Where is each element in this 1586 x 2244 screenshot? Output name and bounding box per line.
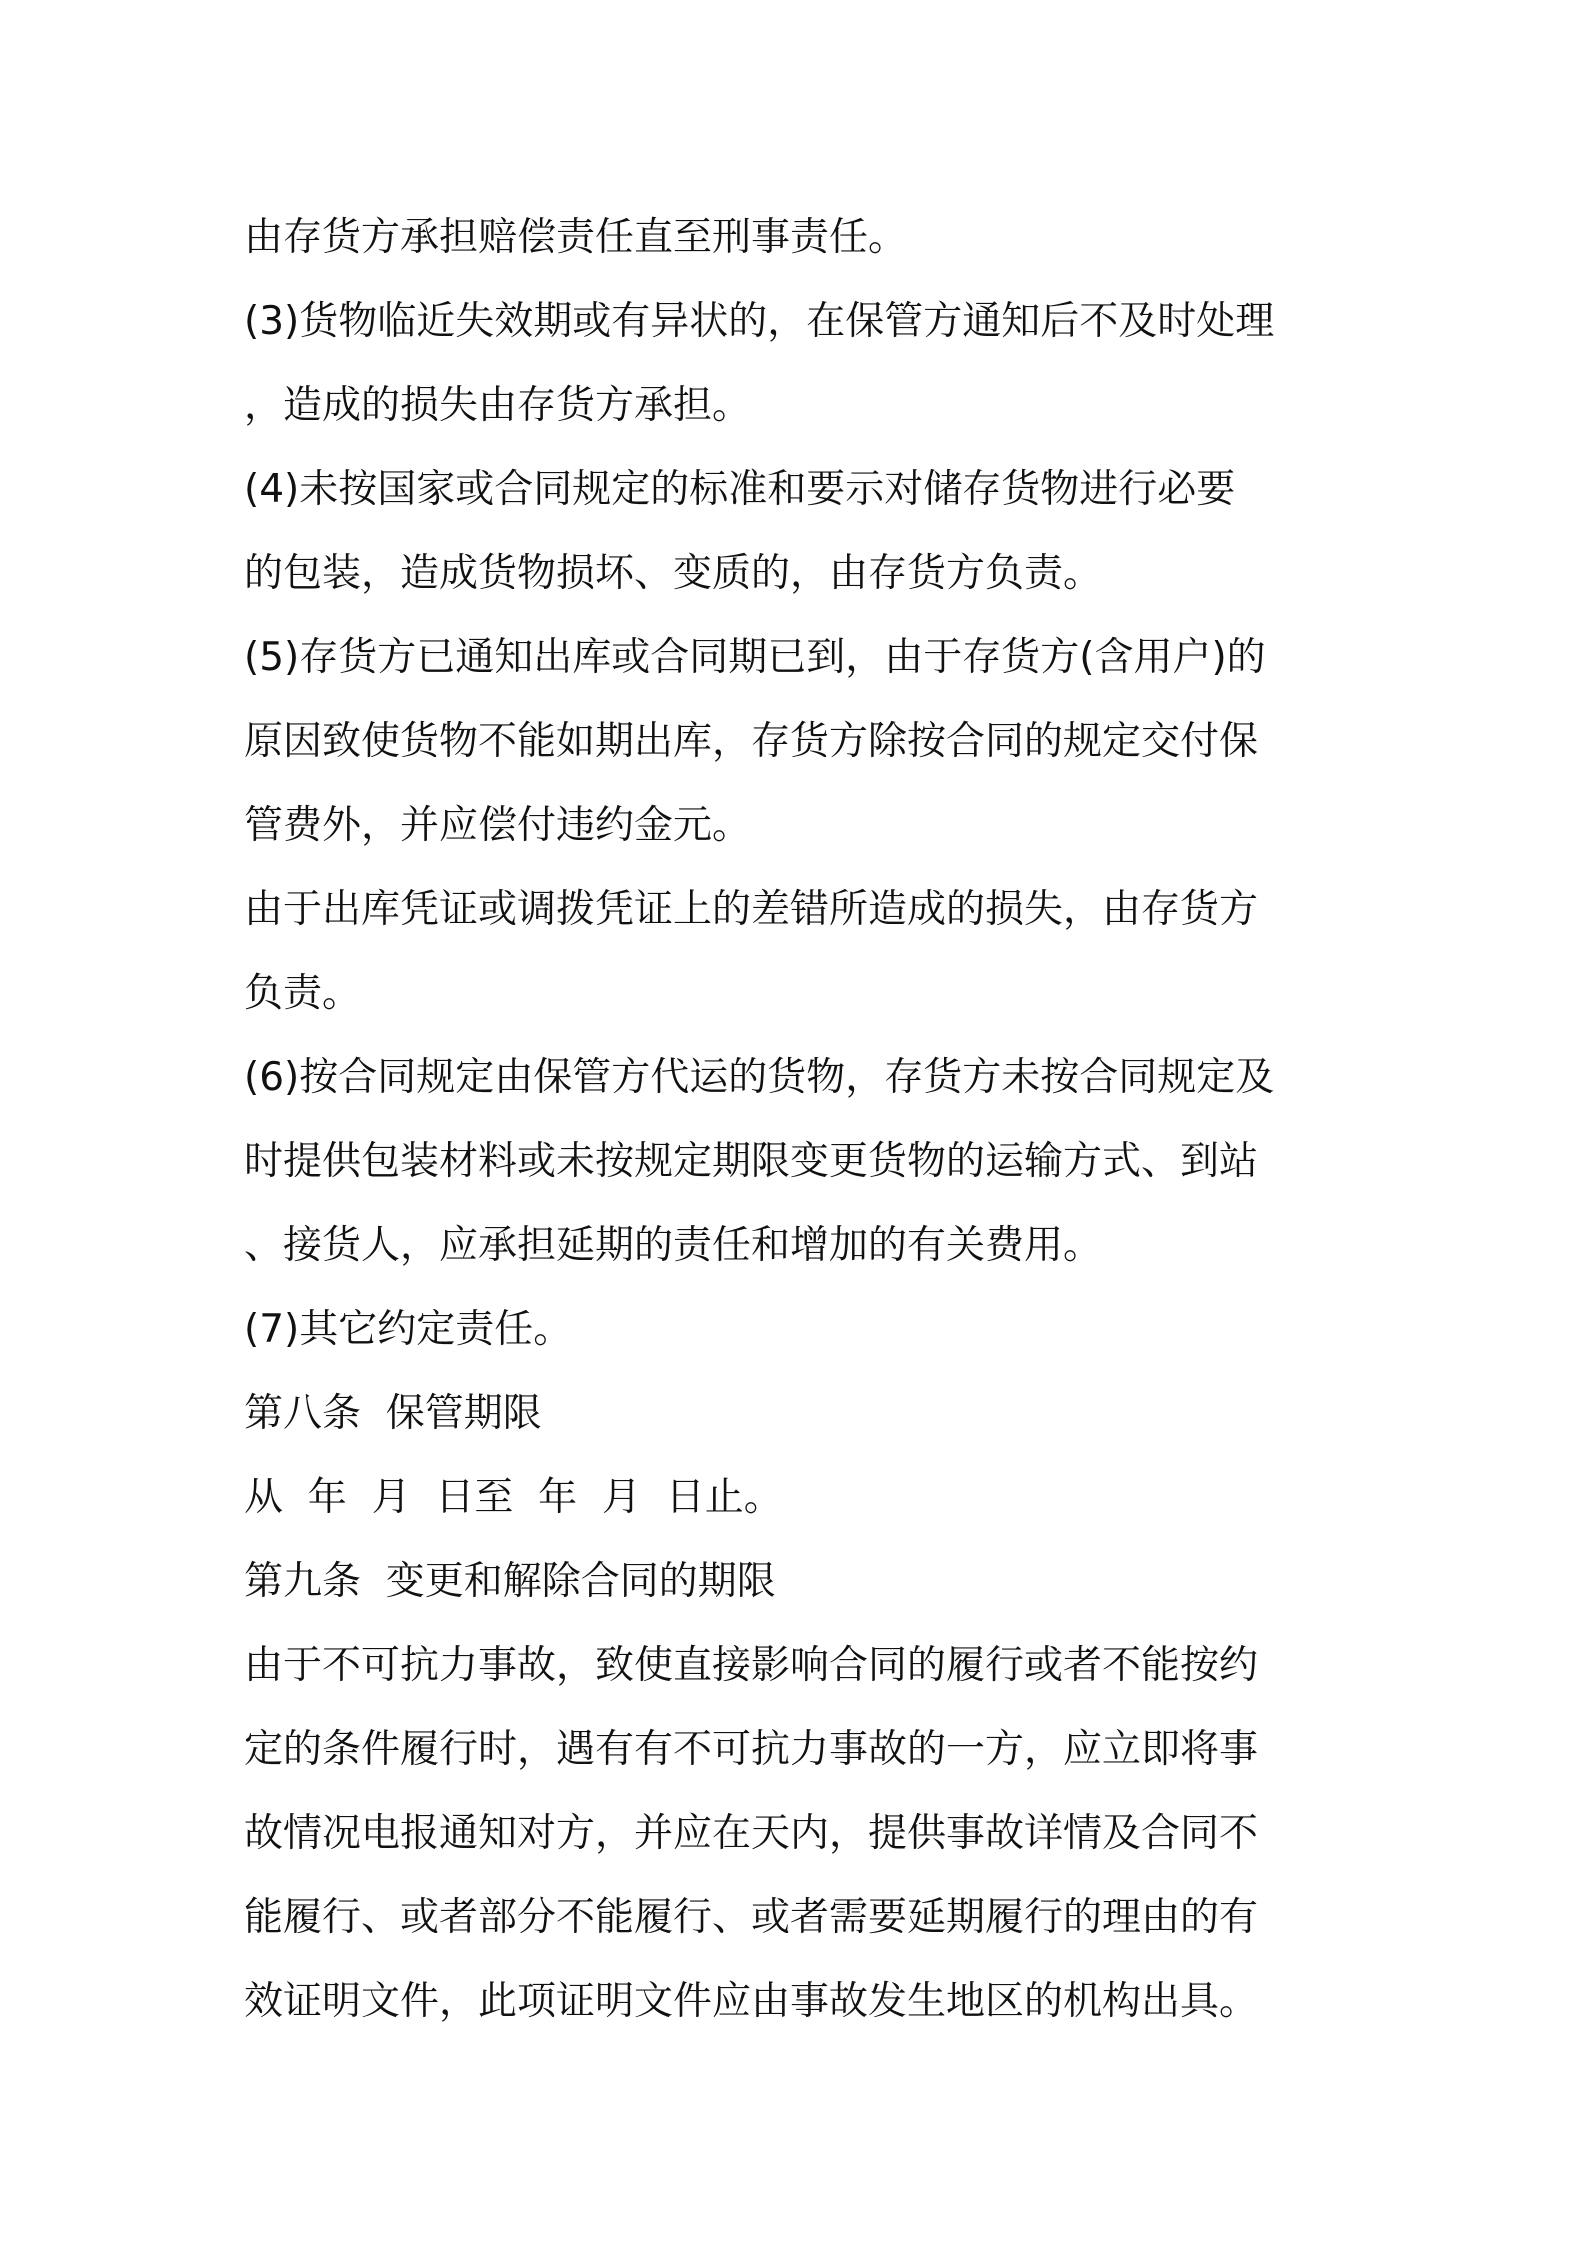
text-line: 原因致使货物不能如期出库，存货方除按合同的规定交付保 <box>244 719 1259 764</box>
text-line: (4)未按国家或合同规定的标准和要示对储存货物进行必要 <box>244 467 1236 512</box>
article-heading: 第九条 变更和解除合同的期限 <box>244 1559 776 1604</box>
text-line: 从 年 月 日至 年 月 日止。 <box>244 1475 783 1520</box>
text-line: 时提供包装材料或未按规定期限变更货物的运输方式、到站 <box>244 1139 1259 1184</box>
text-line: (7)其它约定责任。 <box>244 1307 573 1352</box>
text-line: (6)按合同规定由保管方代运的货物，存货方未按合同规定及 <box>244 1055 1275 1100</box>
text-line: (3)货物临近失效期或有异状的，在保管方通知后不及时处理 <box>244 299 1275 344</box>
text-line: 故情况电报通知对方，并应在天内，提供事故详情及合同不 <box>244 1811 1259 1856</box>
text-line: ，造成的损失由存货方承担。 <box>244 383 752 428</box>
text-line: 、接货人，应承担延期的责任和增加的有关费用。 <box>244 1223 1103 1268</box>
text-line: 的包装，造成货物损坏、变质的，由存货方负责。 <box>244 551 1103 596</box>
text-line: 负责。 <box>244 971 362 1016</box>
text-line: 能履行、或者部分不能履行、或者需要延期履行的理由的有 <box>244 1895 1259 1940</box>
text-line: 管费外，并应偿付违约金元。 <box>244 803 752 848</box>
text-line: 效证明文件，此项证明文件应由事故发生地区的机构出具。 <box>244 1979 1259 2024</box>
text-line: 由于不可抗力事故，致使直接影响合同的履行或者不能按约 <box>244 1643 1259 1688</box>
text-line: (5)存货方已通知出库或合同期已到，由于存货方(含用户)的 <box>244 635 1266 680</box>
text-line: 由于出库凭证或调拨凭证上的差错所造成的损失，由存货方 <box>244 887 1259 932</box>
text-line: 定的条件履行时，遇有有不可抗力事故的一方，应立即将事 <box>244 1727 1259 1772</box>
contract-text <box>244 196 1364 2044</box>
text-line: 由存货方承担赔偿责任直至刑事责任。 <box>244 215 908 260</box>
article-heading: 第八条 保管期限 <box>244 1391 542 1436</box>
